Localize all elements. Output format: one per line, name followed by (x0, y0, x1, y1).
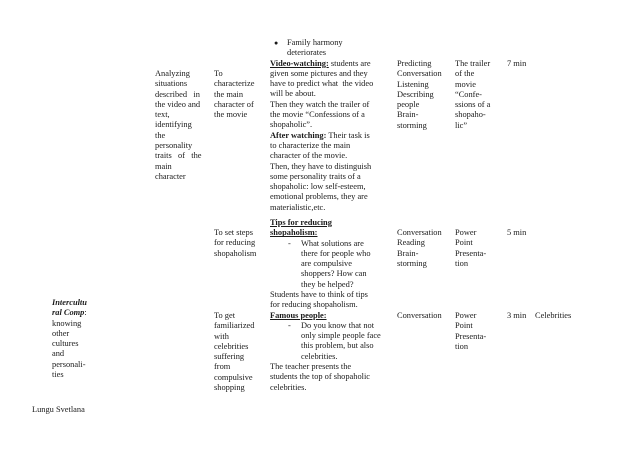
row3-task (214, 311, 268, 393)
text-line: : (84, 308, 87, 318)
text-line: to characterize the main (270, 140, 351, 150)
text-line: traits of the (155, 151, 202, 161)
text-line: Conversation (397, 69, 442, 79)
text-line: emotional problems, they are (270, 192, 368, 202)
text-line: storming (397, 258, 427, 268)
text-line: To get (214, 311, 236, 320)
text-line: Describing (397, 89, 434, 99)
text-line: Their task is (326, 130, 370, 140)
text-line: shoppers? How can (301, 269, 367, 279)
row2-time (507, 228, 526, 238)
text-line: “Confe- (455, 89, 482, 99)
text-line: shopaholic”. (270, 120, 313, 130)
text-line: celebrities. (301, 351, 338, 361)
text-line: identifying (155, 120, 192, 130)
text-line: this problem, but also (301, 341, 374, 351)
tips-heading: shopaholism: (270, 228, 318, 238)
text-line: students are (328, 58, 371, 68)
text-line: storming (397, 120, 427, 130)
text-line: materialistic,etc. (270, 202, 326, 212)
text-line: and (52, 349, 65, 359)
text-line: the video and (155, 99, 201, 109)
footer-author (32, 405, 85, 415)
text-line: Brain- (397, 110, 419, 120)
text-line: character of the movie. (270, 151, 348, 161)
text-line: ssions of a (455, 100, 491, 110)
text-line: What solutions are (301, 238, 364, 248)
after-watching-heading: After watching: (270, 130, 327, 140)
row1-skills (397, 59, 453, 131)
text-line: 3 min (507, 311, 527, 320)
text-line: there for people who (301, 248, 371, 258)
text-line: are compulsive (301, 259, 352, 269)
text-line: personality (155, 141, 193, 151)
text-line: Then they watch the trailer of (270, 99, 370, 109)
text-line: Listening (397, 79, 429, 89)
text-line: of the (455, 69, 475, 79)
text-line: Celebrities (535, 311, 572, 320)
text-line: people (397, 100, 420, 110)
text-line: personali- (52, 359, 86, 369)
text-line: some personality traits of a (270, 171, 361, 181)
text-line: described in (155, 89, 200, 99)
text-line: ties (52, 370, 64, 380)
row1-objectives (155, 69, 211, 182)
text-line: shopaho- (455, 110, 486, 120)
text-line: suffering (214, 352, 245, 362)
row1-materials (455, 59, 503, 131)
row3-materials (455, 311, 503, 352)
text-line: Point (455, 238, 473, 248)
text-line: Power (455, 228, 477, 237)
text-line: character (155, 171, 186, 181)
text-line: lic” (455, 120, 468, 130)
stage-title: Intercultu (52, 298, 87, 307)
text-line: movie (455, 79, 476, 89)
text-line: from (214, 362, 231, 372)
text-line: shopping (214, 383, 245, 393)
author-name: Lungu Svetlana (32, 405, 85, 414)
stage-title: ral Comp (52, 308, 85, 318)
text-line: 7 min (507, 59, 527, 68)
text-line: Presenta- (455, 248, 487, 258)
text-line: for reducing shopaholism. (270, 300, 358, 310)
text-line: Power (455, 311, 477, 320)
text-line: students the top of shopaholic (270, 372, 371, 382)
row2-activity (270, 218, 394, 290)
text-line: Then, they have to distinguish (270, 161, 372, 171)
text-line: To set steps (214, 228, 253, 237)
text-line: characterize (214, 79, 255, 89)
row3-notes (535, 311, 571, 321)
text-line: Reading (397, 238, 425, 248)
bullet-item (270, 38, 392, 59)
famous-people-heading: Famous people: (270, 310, 327, 320)
text-line: familiarized (214, 321, 255, 331)
text-line: character of (214, 99, 254, 109)
text-line: Brain- (397, 248, 419, 258)
text-line: cultures (52, 339, 79, 349)
row3-activity (270, 290, 394, 393)
text-line: Conversation (397, 228, 442, 237)
dash-icon: - (288, 238, 291, 248)
text-line: celebrities (214, 341, 249, 351)
row1-time (507, 59, 526, 69)
text-line: the (155, 130, 166, 140)
text-line: the movie “Confessions of a (270, 110, 365, 120)
text-line: Family harmony (287, 38, 343, 47)
text-line: text, (155, 110, 170, 120)
text-line: the main (214, 89, 244, 99)
text-line: have to predict what the video (270, 79, 374, 89)
text-line: given some pictures and they (270, 68, 368, 78)
text-line: main (155, 161, 172, 171)
text-line: Predicting (397, 59, 432, 68)
text-line: To (214, 69, 223, 78)
row2-task (214, 228, 270, 259)
text-line: Do you know that not (301, 320, 375, 330)
row3-time (507, 311, 526, 321)
row3-skills (397, 311, 453, 321)
text-line: compulsive (214, 372, 253, 382)
text-line: Point (455, 321, 473, 331)
dash-item (270, 321, 394, 362)
text-line: celebrities. (270, 382, 307, 392)
text-line: The teacher presents the (270, 362, 352, 372)
text-line: only simple people face (301, 331, 381, 341)
text-line: the movie (214, 110, 248, 120)
tips-heading: Tips for reducing (270, 218, 332, 227)
text-line: tion (455, 341, 469, 351)
row3-stage (52, 298, 102, 380)
text-line: Conversation (397, 311, 442, 320)
text-line: The trailer (455, 59, 491, 68)
bullet-icon: ● (274, 39, 279, 47)
dash-icon: - (288, 320, 291, 330)
text-line: Presenta- (455, 331, 487, 341)
text-line: other (52, 328, 70, 338)
text-line: 5 min (507, 228, 527, 237)
row1-task (214, 69, 268, 120)
text-line: deteriorates (287, 48, 327, 58)
dash-item (270, 239, 394, 290)
text-line: for reducing (214, 238, 256, 248)
video-watching-heading: Video-watching: (270, 58, 329, 68)
row2-materials (455, 228, 503, 269)
text-line: situations (155, 79, 188, 89)
text-line: they be helped? (301, 279, 354, 289)
text-line: shopaholism (214, 248, 257, 258)
text-line: tion (455, 258, 469, 268)
row2-skills (397, 228, 453, 269)
text-line: will be about. (270, 89, 316, 99)
text-line: with (214, 331, 229, 341)
text-line: shopaholic: low self-esteem, (270, 182, 366, 192)
text-line: knowing (52, 318, 82, 328)
text-line: Analyzing (155, 69, 190, 78)
row1-activity (270, 38, 392, 213)
text-line: Students have to think of tips (270, 290, 368, 299)
